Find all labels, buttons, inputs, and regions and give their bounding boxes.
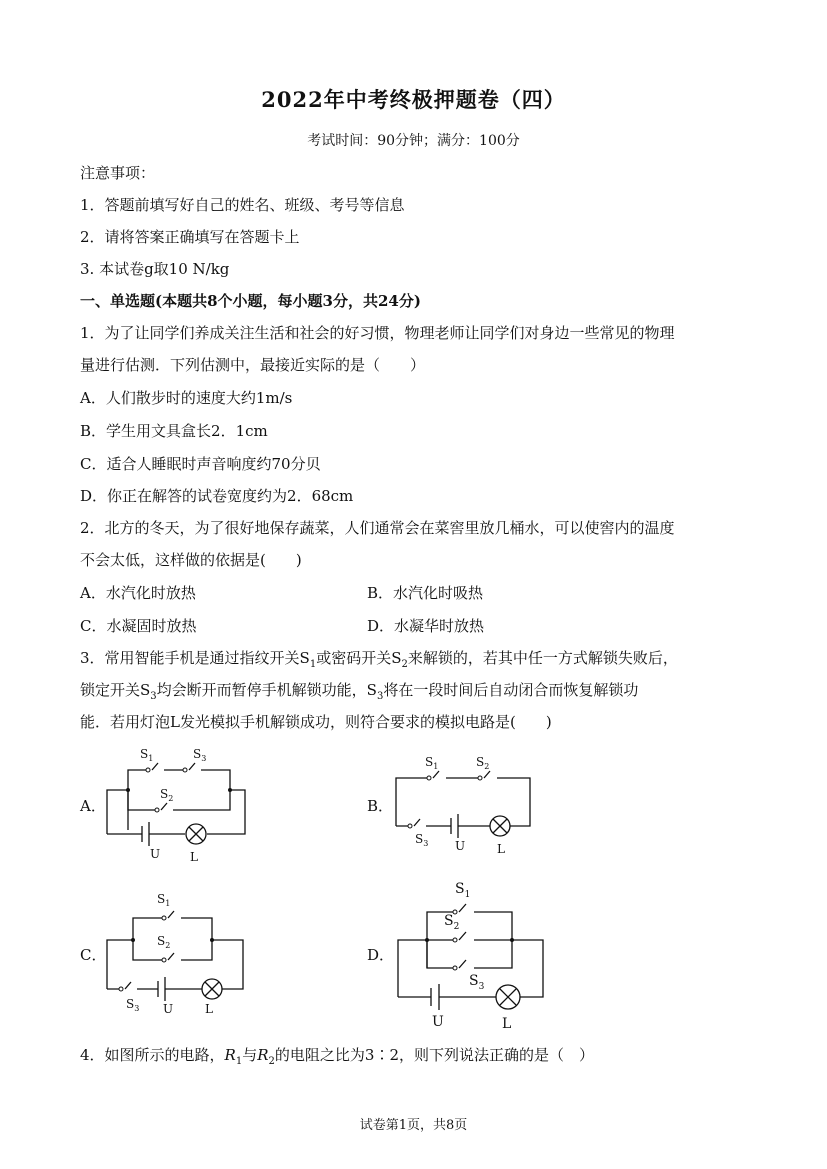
q1-option-d: D．你正在解答的试卷宽度约为2．68cm [80, 487, 354, 505]
circuit-a-s3-label: $S_3$ [193, 747, 207, 763]
circuit-b-s3-label: $S_3$ [415, 832, 429, 848]
q3-option-b-label: B． [367, 797, 394, 815]
circuit-d-s2-label: $S_2$ [444, 913, 460, 932]
exam-title: 2022年中考终极押题卷（四） [261, 87, 566, 112]
q3-line2: 锁定开关$S_3$均会断开而暂停手机解锁功能，$S_3$将在一段时间后自动闭合而恢复解锁功 [80, 681, 639, 702]
circuit-c-l-label: L [205, 1002, 213, 1016]
circuit-b-s2-label: $S_2$ [476, 755, 490, 771]
page-footer: 试卷第1页，共8页 [359, 1118, 468, 1133]
q2-option-a: A．水汽化时放热 [80, 584, 196, 602]
notice-heading: 注意事项： [80, 164, 156, 182]
circuit-b-s1-label: $S_1$ [425, 755, 439, 771]
circuit-c-s3-label: $S_3$ [126, 997, 140, 1013]
circuit-a-u-label: U [150, 847, 161, 861]
circuit-d-u-label: U [432, 1014, 444, 1030]
circuit-a-s2-label: $S_2$ [160, 787, 174, 803]
q2-line2: 不会太低，这样做的依据是( ) [80, 551, 302, 569]
q2-option-b: B．水汽化时吸热 [367, 584, 484, 602]
q2-option-c: C．水凝固时放热 [80, 617, 197, 635]
q3-line1: 3．常用智能手机是通过指纹开关$S_1$或密码开关$S_2$来解锁的，若其中任一方式解锁失败后， [80, 649, 678, 670]
q4-line1: 4．如图所示的电路，$R_1$与$R_2$的电阻之比为3∶2，则下列说法正确的是（ ） [80, 1046, 594, 1067]
q3-option-d-label: D． [367, 946, 395, 964]
q1-line1: 1．为了让同学们养成关注生活和社会的好习惯，物理老师让同学们对身边一些常见的物理 [80, 324, 675, 342]
q1-option-a: A．人们散步时的速度大约1m/s [80, 389, 293, 407]
notice-item-3: 3. 本试卷g取10 N/kg [80, 260, 230, 278]
q1-line2: 量进行估测．下列估测中，最接近实际的是（ ） [80, 356, 426, 374]
circuit-c-s2-label: $S_2$ [157, 934, 171, 950]
q3-line3: 能．若用灯泡L发光模拟手机解锁成功，则符合要求的模拟电路是( ) [80, 713, 552, 731]
q1-option-c: C．适合人睡眠时声音响度约70分贝 [80, 455, 321, 473]
circuit-c-u-label: U [163, 1002, 174, 1016]
q1-option-b: B．学生用文具盒长2．1cm [80, 422, 268, 440]
circuit-d-l-label: L [502, 1016, 512, 1032]
section-heading: 一、单选题(本题共8个小题，每小题3分，共24分) [80, 292, 421, 310]
q3-option-a-label: A． [80, 797, 106, 815]
q2-line1: 2．北方的冬天，为了很好地保存蔬菜，人们通常会在菜窖里放几桶水，可以使窖内的温度 [80, 519, 675, 537]
circuit-b-u-label: U [455, 839, 466, 853]
notice-item-2: 2．请将答案正确填写在答题卡上 [80, 228, 300, 246]
circuit-a-l-label: L [190, 850, 198, 864]
circuit-c-s1-label: $S_1$ [157, 892, 171, 908]
exam-subtitle: 考试时间：90分钟；满分：100分 [307, 133, 520, 149]
q3-option-c-label: C． [80, 946, 107, 964]
q2-option-d: D．水凝华时放热 [367, 617, 485, 635]
circuit-b-l-label: L [497, 842, 505, 856]
notice-item-1: 1．答题前填写好自己的姓名、班级、考号等信息 [80, 196, 405, 214]
circuit-d-s1-label: $S_1$ [455, 881, 471, 900]
circuit-a-s1-label: $S_1$ [140, 747, 154, 763]
circuit-d-s3-label: $S_3$ [469, 973, 485, 992]
